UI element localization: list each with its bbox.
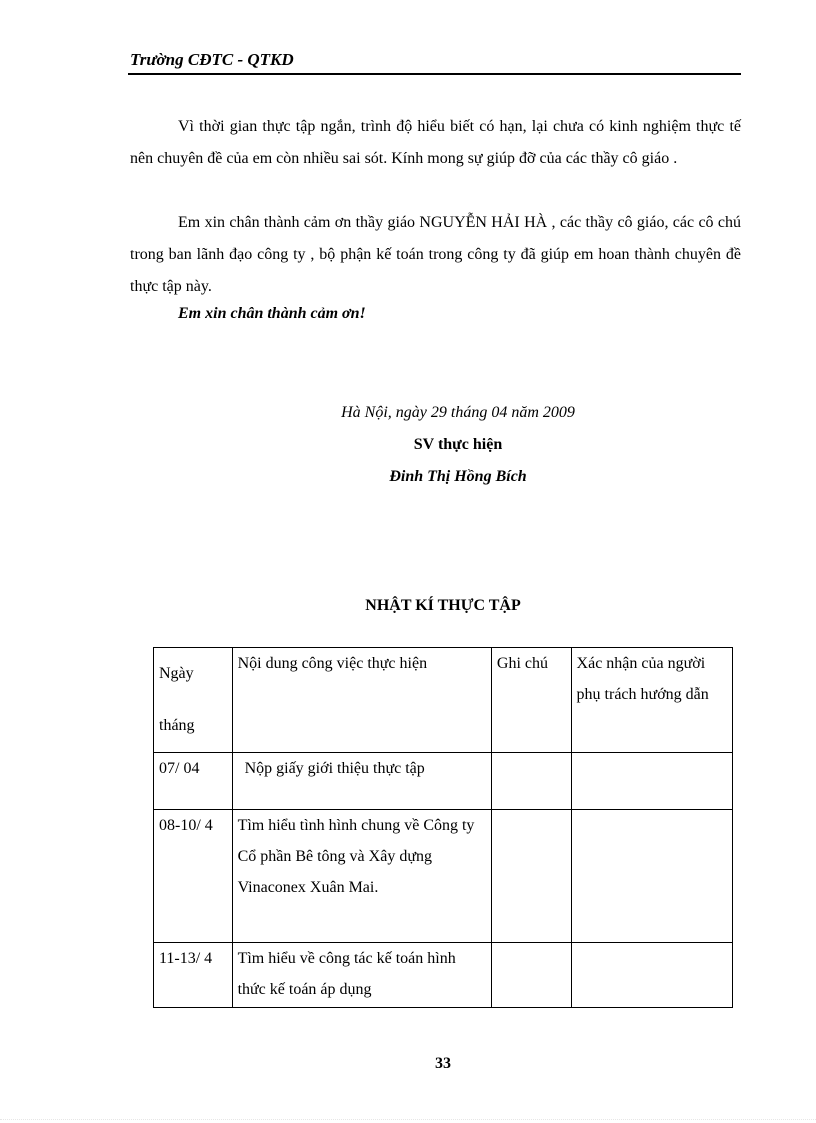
table-header-row <box>154 648 733 753</box>
header-divider <box>128 73 741 75</box>
page-header-title: Trường CĐTC - QTKD <box>130 50 294 69</box>
table-title: NHẬT KÍ THỰC TẬP <box>365 597 521 614</box>
signature-name: Đinh Thị Hồng Bích <box>389 468 527 485</box>
page-number: 33 <box>435 1055 451 1072</box>
row-confirm <box>571 810 732 943</box>
internship-log-table <box>153 647 733 1008</box>
header-date: Ngày tháng <box>154 648 233 753</box>
header-content: Nội dung công việc thực hiện <box>232 648 491 753</box>
header-note: Ghi chú <box>491 648 571 753</box>
row-note <box>491 943 571 1008</box>
body-paragraph-1: Vì thời gian thực tập ngắn, trình độ hiểu biết có hạn, lại chưa có kinh nghiệm thực tế nên chuyên đề của em còn nhiều sai sót. Kính mong sự giúp đỡ của các thầy cô giáo . <box>130 118 741 167</box>
table-row <box>154 810 733 943</box>
table-row <box>154 753 733 810</box>
row-note <box>491 810 571 943</box>
body-paragraph-2: Em xin chân thành cảm ơn thầy giáo NGUYỄN HẢI HÀ , các thầy cô giáo, các cô chú trong ban lãnh đạo công ty , bộ phận kế toán trong công ty đã giúp em hoan thành chuyên đề thực tập này. <box>130 214 741 295</box>
signature-date: Hà Nội, ngày 29 tháng 04 năm 2009 <box>341 404 575 421</box>
table-row <box>154 943 733 1008</box>
row-confirm <box>571 753 732 810</box>
signature-role: SV thực hiện <box>413 436 503 453</box>
row-date: 07/ 04 <box>154 753 233 810</box>
row-date: 11-13/ 4 <box>154 943 233 1008</box>
header-confirm: Xác nhận của người phụ trách hướng dẫn <box>571 648 732 753</box>
page-bottom-edge <box>0 1119 816 1120</box>
row-content: Nộp giấy giới thiệu thực tập <box>232 753 491 810</box>
row-date: 08-10/ 4 <box>154 810 233 943</box>
row-confirm <box>571 943 732 1008</box>
row-note <box>491 753 571 810</box>
row-content: Tìm hiểu về công tác kế toán hình thức kế toán áp dụng <box>232 943 491 1008</box>
closing-thanks: Em xin chân thành cảm ơn! <box>178 305 366 322</box>
row-content: Tìm hiểu tình hình chung về Công ty Cổ phần Bê tông và Xây dựng Vinaconex Xuân Mai. <box>232 810 491 943</box>
